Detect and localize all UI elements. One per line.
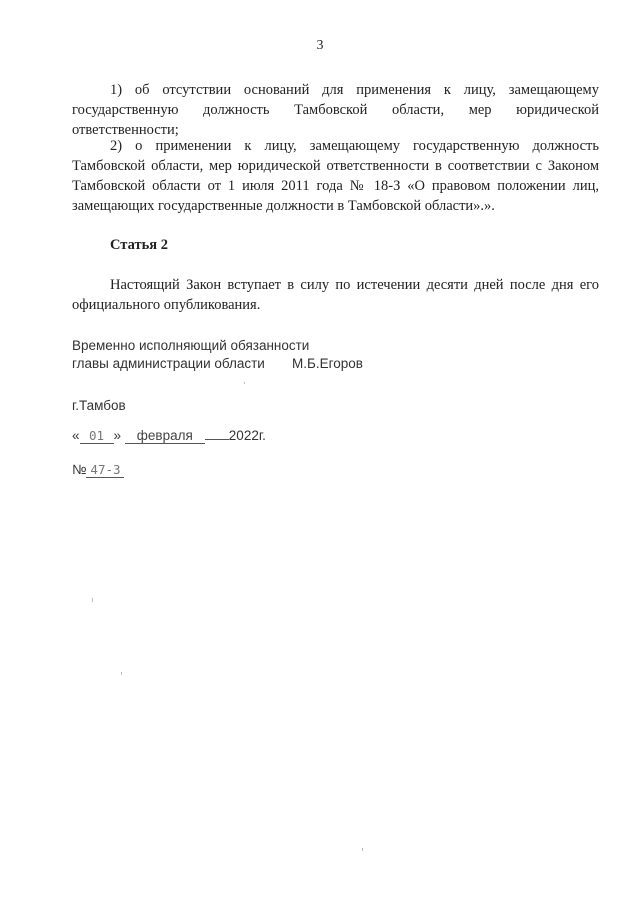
- date-gap: [205, 439, 229, 440]
- paragraph-item-2: [72, 136, 599, 216]
- article-heading: Статья 2: [110, 237, 168, 253]
- scan-speck: [362, 848, 363, 851]
- paragraph-item-2-text: 2) о применении к лицу, замещающему государственную должность Тамбовской области, мер юридической ответственности в соответствии с Законом Тамбовской области от 1 июля 2011 года № 18-З «О правовом положении лиц, замещающих государственные должности в Тамбовской области».».: [72, 138, 599, 214]
- law-number-prefix: №: [72, 462, 87, 477]
- law-number-value: 47-З: [86, 463, 124, 478]
- signatory-title-line-2: главы администрации области: [72, 356, 265, 371]
- date-year: 2022г.: [228, 428, 266, 443]
- city: г.Тамбов: [72, 398, 126, 413]
- date-day: 01: [80, 429, 114, 444]
- law-number: [72, 462, 124, 478]
- article-body: [72, 275, 599, 315]
- scan-speck: [244, 382, 245, 384]
- article-body-text: Настоящий Закон вступает в силу по истечении десяти дней после дня его официального опубликования.: [72, 277, 599, 313]
- signatory-name: М.Б.Егоров: [292, 356, 363, 371]
- signatory-title-line-1: Временно исполняющий обязанности: [72, 338, 310, 353]
- scan-speck: [121, 672, 122, 675]
- signing-date: [72, 428, 266, 444]
- date-month: февраля: [125, 429, 205, 444]
- date-close-quote: »: [113, 428, 122, 443]
- scan-speck: [92, 598, 93, 602]
- page-number: 3: [316, 38, 324, 53]
- signatory-title-line-2-row: [72, 355, 363, 373]
- paragraph-item-1: [72, 80, 599, 140]
- date-open-quote: «: [72, 428, 80, 443]
- paragraph-item-1-text: 1) об отсутствии оснований для применения к лицу, замещающему государственную должность Тамбовской области, мер юридической ответственности;: [72, 82, 599, 138]
- signature-block: [72, 337, 363, 373]
